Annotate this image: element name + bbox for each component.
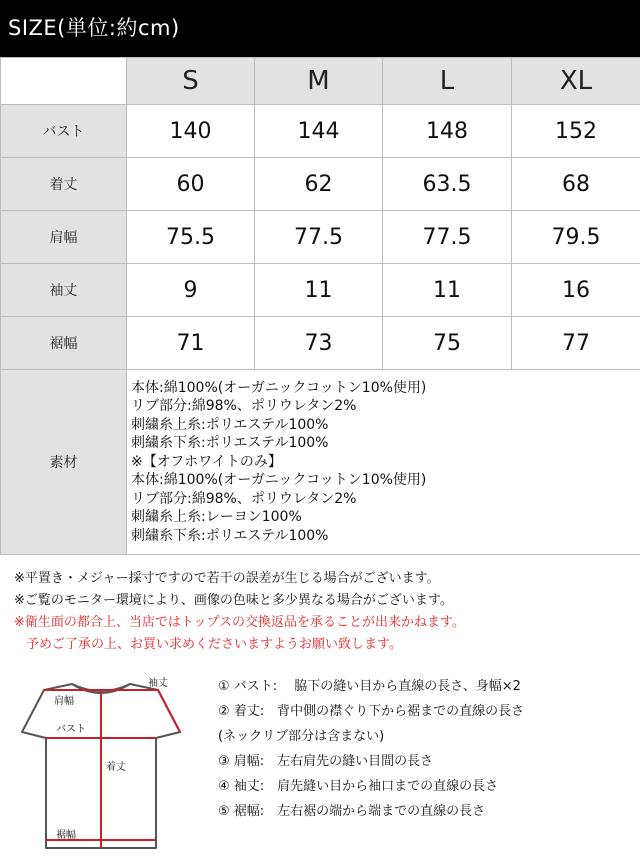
legend-hem: ⑤ 裾幅: 左右裾の端から端までの直線の長さ xyxy=(218,804,486,819)
tshirt-diagram xyxy=(16,672,186,852)
table-cell: 16 xyxy=(512,264,640,317)
table-cell: 75.5 xyxy=(127,211,255,264)
diagram-label-bust: バスト xyxy=(56,724,86,735)
material-line: ※【オフホワイトのみ】 xyxy=(131,453,282,470)
material-line: リブ部分:綿98%、ポリウレタン2% xyxy=(131,490,357,507)
material-line: 刺繍糸下糸:ポリエステル100% xyxy=(131,527,329,544)
size-header xyxy=(0,0,640,57)
material-row xyxy=(1,370,640,555)
table-cell: 77.5 xyxy=(255,211,383,264)
material-line: リブ部分:綿98%、ポリウレタン2% xyxy=(131,398,357,415)
table-cell: 79.5 xyxy=(512,211,640,264)
diagram-label-shoulder: 肩幅 xyxy=(54,696,74,707)
table-row xyxy=(1,211,640,264)
row-label-material: 素材 xyxy=(1,370,127,555)
table-row xyxy=(1,105,640,158)
table-cell: 152 xyxy=(512,105,640,158)
table-cell: 62 xyxy=(255,158,383,211)
diagram-label-length: 着丈 xyxy=(106,762,126,773)
corner-cell xyxy=(1,58,127,105)
row-label-length: 着丈 xyxy=(1,158,127,211)
row-label-shoulder: 肩幅 xyxy=(1,211,127,264)
table-cell: 140 xyxy=(127,105,255,158)
table-cell: 144 xyxy=(255,105,383,158)
note-measurement: ※平置き・メジャー採寸ですので若干の誤差が生じる場合がございます。 xyxy=(14,571,440,586)
legend-length-note: (ネックリブ部分は含まない) xyxy=(218,729,385,744)
size-col-s: S xyxy=(127,58,255,105)
table-cell: 60 xyxy=(127,158,255,211)
table-cell: 68 xyxy=(512,158,640,211)
row-label-sleeve: 袖丈 xyxy=(1,264,127,317)
table-cell: 77 xyxy=(512,317,640,370)
table-cell: 75 xyxy=(383,317,512,370)
row-label-hem: 裾幅 xyxy=(1,317,127,370)
material-line: 刺繍糸上糸:レーヨン100% xyxy=(131,509,302,526)
notes xyxy=(14,568,634,656)
table-cell: 71 xyxy=(127,317,255,370)
diagram-label-hem: 裾幅 xyxy=(56,830,76,841)
table-cell: 77.5 xyxy=(383,211,512,264)
table-cell: 73 xyxy=(255,317,383,370)
material-line: 本体:綿100%(オーガニックコットン10%使用) xyxy=(131,472,427,489)
legend-sleeve: ④ 袖丈: 肩先縫い目から袖口までの直線の長さ xyxy=(218,779,499,794)
size-col-m: M xyxy=(255,58,383,105)
table-cell: 63.5 xyxy=(383,158,512,211)
table-cell: 11 xyxy=(383,264,512,317)
table-row xyxy=(1,317,640,370)
table-cell: 148 xyxy=(383,105,512,158)
diagram-label-sleeve: 袖丈 xyxy=(148,678,168,689)
legend-length: ② 着丈: 背中側の襟ぐり下から裾までの直線の長さ xyxy=(218,704,525,719)
measurement-legend xyxy=(218,674,638,824)
size-table xyxy=(0,57,640,555)
tshirt-svg xyxy=(16,672,186,852)
material-cell xyxy=(127,370,640,555)
legend-bust: ① バスト: 脇下の縫い目から直線の長さ、身幅×2 xyxy=(218,679,521,694)
size-title: SIZE(単位:約cm) xyxy=(8,16,180,40)
table-cell: 11 xyxy=(255,264,383,317)
material-line: 本体:綿100%(オーガニックコットン10%使用) xyxy=(131,379,427,396)
row-label-bust: バスト xyxy=(1,105,127,158)
note-hygiene: ※衛生面の都合上、当店ではトップスの交換返品を承ることが出来かねます。 xyxy=(14,615,465,630)
size-col-xl: XL xyxy=(512,58,640,105)
material-line: 刺繍糸下糸:ポリエステル100% xyxy=(131,435,329,452)
size-col-l: L xyxy=(383,58,512,105)
note-monitor: ※ご覧のモニター環境により、画像の色味と多少異なる場合がございます。 xyxy=(14,593,453,608)
note-acknowledge: 予めご了承の上、お買い求めくださいますようお願い致します。 xyxy=(26,637,402,652)
table-cell: 9 xyxy=(127,264,255,317)
size-header-row xyxy=(1,58,640,105)
legend-shoulder: ③ 肩幅: 左右肩先の縫い目間の長さ xyxy=(218,754,434,769)
material-line: 刺繍糸上糸:ポリエステル100% xyxy=(131,416,329,433)
table-row xyxy=(1,158,640,211)
table-row xyxy=(1,264,640,317)
